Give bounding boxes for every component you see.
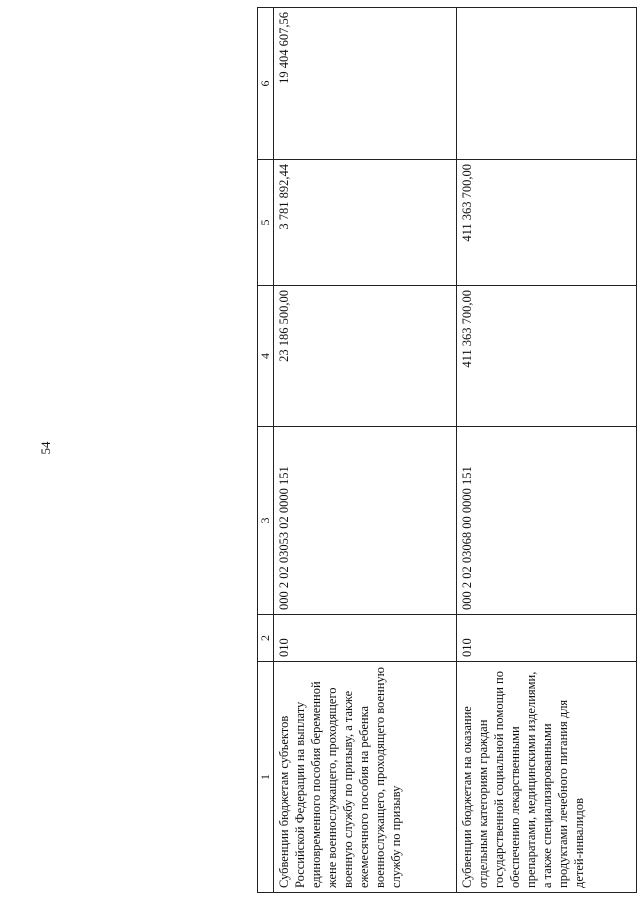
row-admin-code: 010 bbox=[457, 615, 637, 662]
row-budget-code: 000 2 02 03053 02 0000 151 bbox=[274, 427, 457, 615]
table-header-row bbox=[258, 8, 274, 893]
column-number-6: 6 bbox=[258, 8, 274, 160]
row-planned-amount: 411 363 700,00 bbox=[457, 286, 637, 427]
page-number: 54 bbox=[38, 441, 53, 455]
row-executed-amount: 411 363 700,00 bbox=[457, 160, 637, 286]
row-remaining-amount bbox=[457, 8, 637, 160]
column-number-5: 5 bbox=[258, 160, 274, 286]
row-remaining-amount: 19 404 607,56 bbox=[274, 8, 457, 160]
row-executed-amount: 3 781 892,44 bbox=[274, 160, 457, 286]
row-name: Субвенции бюджетам субъектов Российской Федерации на выплату единовременного пособия беременной жене военнослужащего, проходящего военную службу по призыву, а также ежемесячного пособия на ребенка военнослужащего, проходящего военную службу по призыву bbox=[274, 662, 457, 893]
budget-table bbox=[257, 7, 637, 893]
column-number-3: 3 bbox=[258, 427, 274, 615]
row-planned-amount: 23 186 500,00 bbox=[274, 286, 457, 427]
column-number-4: 4 bbox=[258, 286, 274, 427]
column-number-2: 2 bbox=[258, 615, 274, 662]
table-container bbox=[257, 8, 630, 893]
table-row bbox=[274, 8, 457, 893]
row-name: Субвенции бюджетам на оказание отдельным категориям граждан государственной социальной помощи по обеспечению лекарственными препаратами, медицинскими изделиями, а также специализированными продуктами лечебного питания для детей-инвалидов bbox=[457, 662, 637, 893]
table-row bbox=[457, 8, 637, 893]
column-number-1: 1 bbox=[258, 662, 274, 893]
row-budget-code: 000 2 02 03068 00 0000 151 bbox=[457, 427, 637, 615]
row-admin-code: 010 bbox=[274, 615, 457, 662]
